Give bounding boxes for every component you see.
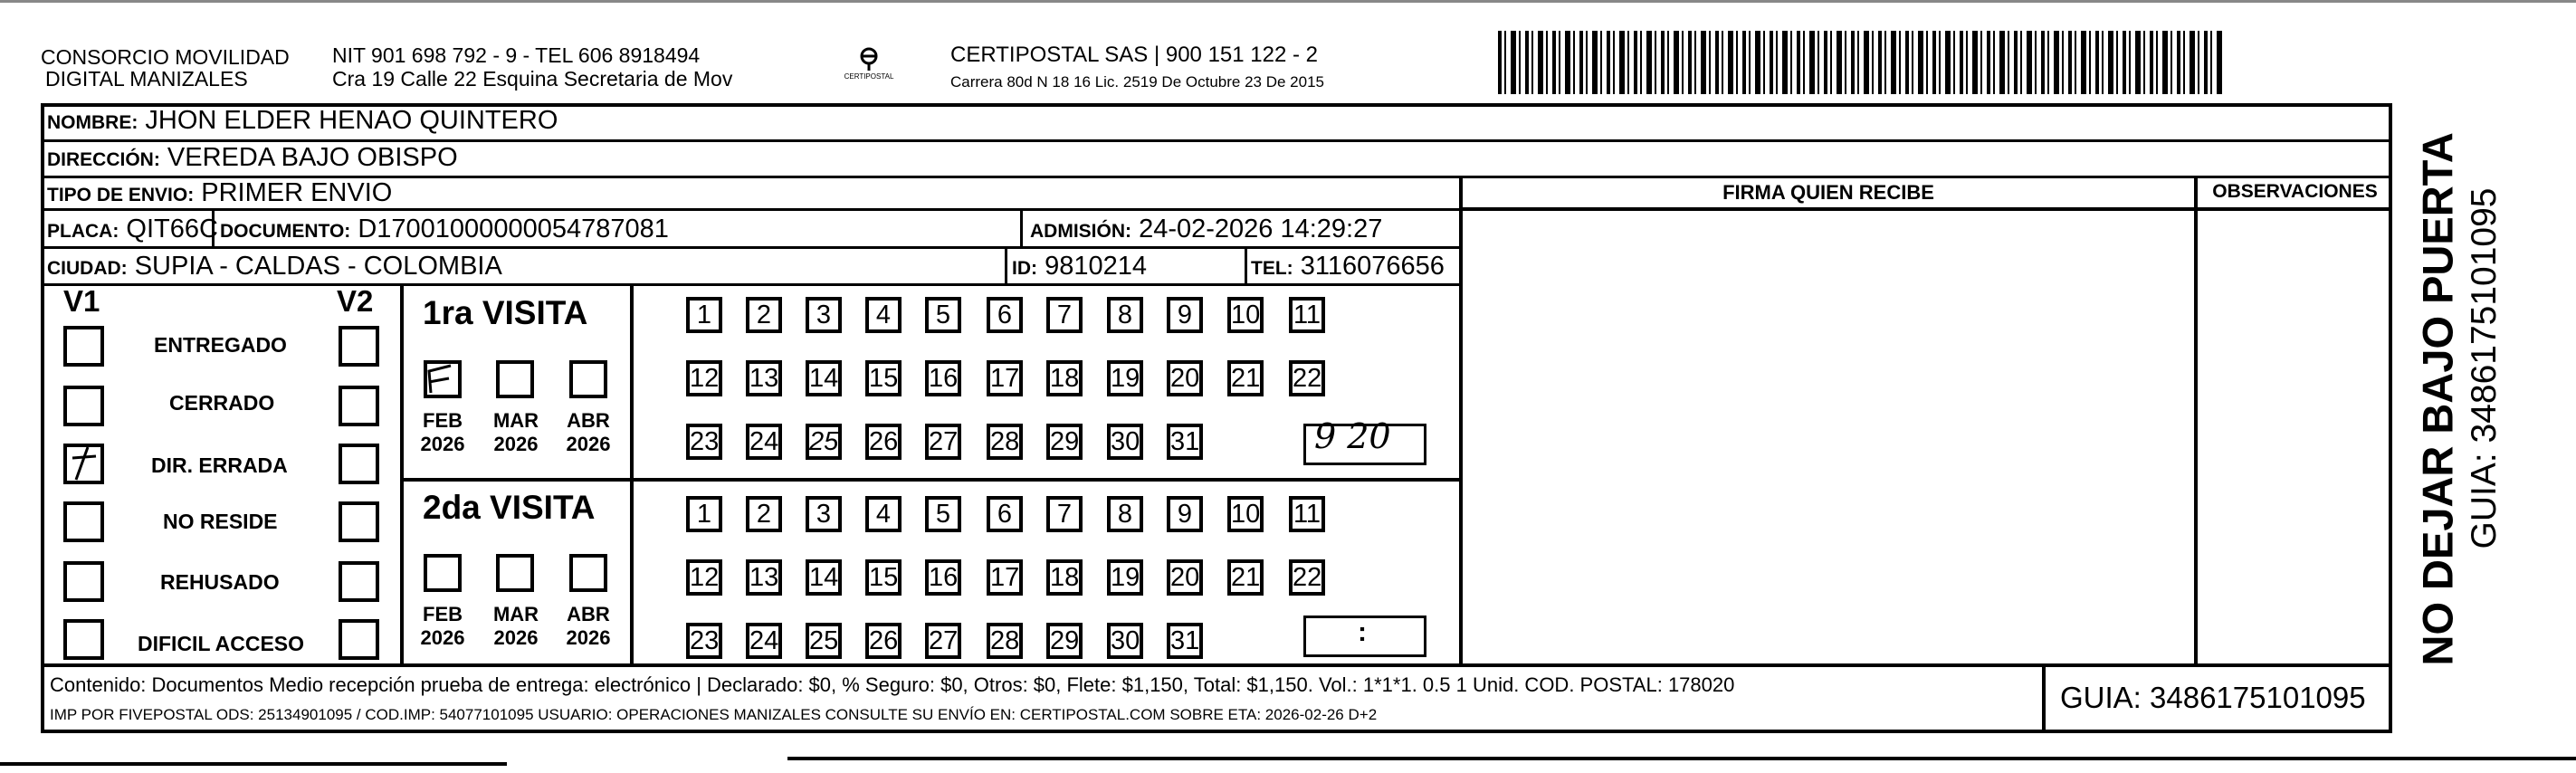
nombre-row <box>47 106 558 136</box>
admision-row <box>1030 215 1382 244</box>
first-visit-month-mar-label: MAR <box>492 409 539 432</box>
first-visit-day-29[interactable]: 29 <box>1046 424 1083 460</box>
status-divider <box>400 283 404 665</box>
visit-title-divider <box>630 283 634 665</box>
first-visit-day-24[interactable]: 24 <box>746 424 782 460</box>
footer-contenido: Contenido: Documentos Medio recepción prueba de entrega: electrónico | Declarado: $0, % Seguro: $0, Otros: $0, Flete: $1,150, Total: $1,150. Vol.: 1*1*1. 0.5 1 Unid. COD. POSTAL: 178020 <box>50 673 1735 696</box>
footer-guia-divider <box>2042 665 2046 733</box>
first-visit-day-30[interactable]: 30 <box>1107 424 1143 460</box>
second-visit-day-5[interactable]: 5 <box>925 496 961 532</box>
second-visit-day-1[interactable]: 1 <box>686 496 722 532</box>
second-visit-day-30[interactable]: 30 <box>1107 623 1143 659</box>
handwritten-check-icon <box>424 360 462 398</box>
second-visit-day-11[interactable]: 11 <box>1289 496 1325 532</box>
first-visit-day-25[interactable]: 25 <box>806 424 842 460</box>
admision-divider <box>1020 211 1023 247</box>
first-visit-month-abr-label: ABR <box>567 409 610 432</box>
row-divider-footer <box>41 663 2392 667</box>
v1-checkbox-entregado[interactable] <box>63 326 104 367</box>
first-visit-day-1[interactable]: 1 <box>686 297 722 333</box>
first-visit-month-feb-label: FEB <box>423 409 463 432</box>
carrier-name: CERTIPOSTAL SAS | 900 151 122 - 2 <box>950 43 1318 67</box>
first-visit-day-5[interactable]: 5 <box>925 297 961 333</box>
second-visit-year-feb: 2026 <box>420 626 465 649</box>
first-visit-year-feb: 2026 <box>420 433 465 455</box>
direccion-label: DIRECCIÓN: <box>47 149 160 170</box>
second-visit-day-17[interactable]: 17 <box>987 559 1023 596</box>
ciudad-row <box>47 252 502 282</box>
first-visit-month-abr-checkbox[interactable] <box>569 360 607 398</box>
first-visit-day-18[interactable]: 18 <box>1046 360 1083 396</box>
v1-checkbox-rehusado[interactable] <box>63 561 104 602</box>
row-divider-4 <box>41 246 1462 249</box>
first-visit-time-handwritten: 9 20 <box>1314 416 1391 456</box>
first-visit-day-8[interactable]: 8 <box>1107 297 1143 333</box>
tel-value: 3116076656 <box>1300 252 1445 281</box>
second-visit-day-12[interactable]: 12 <box>686 559 722 596</box>
second-visit-day-31[interactable]: 31 <box>1167 623 1203 659</box>
placa-row <box>47 215 218 244</box>
first-visit-day-10[interactable]: 10 <box>1227 297 1264 333</box>
row-divider-5 <box>41 283 1462 286</box>
first-visit-year-abr: 2026 <box>566 433 611 455</box>
no-dejar-bajo-puerta-warning: NO DEJAR BAJO PUERTA <box>2413 132 2462 666</box>
second-visit-month-abr-checkbox[interactable] <box>569 554 607 592</box>
first-visit-day-17[interactable]: 17 <box>987 360 1023 396</box>
documento-value: D17001000000054787081 <box>358 215 669 243</box>
row-divider-2 <box>41 176 2392 178</box>
second-visit-day-8[interactable]: 8 <box>1107 496 1143 532</box>
direccion-value: VEREDA BAJO OBISPO <box>167 143 458 172</box>
first-visit-day-7[interactable]: 7 <box>1046 297 1083 333</box>
second-visit-day-18[interactable]: 18 <box>1046 559 1083 596</box>
second-visit-year-mar: 2026 <box>493 626 539 649</box>
status-label-no-reside: NO RESIDE <box>163 510 278 533</box>
nombre-value: JHON ELDER HENAO QUINTERO <box>145 106 558 135</box>
first-visit-day-20[interactable]: 20 <box>1167 360 1203 396</box>
status-label-dificil-acceso: DIFICIL ACCESO <box>138 632 305 655</box>
v1-checkbox-dificil-acceso[interactable] <box>63 619 104 660</box>
first-visit-day-26[interactable]: 26 <box>865 424 902 460</box>
second-visit-day-24[interactable]: 24 <box>746 623 782 659</box>
observaciones-header: OBSERVACIONES <box>2212 181 2378 202</box>
second-visit-month-feb-checkbox[interactable] <box>424 554 462 592</box>
second-visit-day-4[interactable]: 4 <box>865 496 902 532</box>
company-nit: NIT 901 698 792 - 9 - TEL 606 8918494 <box>332 43 701 67</box>
second-visit-month-feb-label: FEB <box>423 603 463 625</box>
first-visit-day-22[interactable]: 22 <box>1289 360 1325 396</box>
firma-left-border <box>1459 176 1463 665</box>
second-visit-day-29[interactable]: 29 <box>1046 623 1083 659</box>
first-visit-month-feb <box>411 409 474 456</box>
second-visit-day-19[interactable]: 19 <box>1107 559 1143 596</box>
certipostal-logo-icon <box>837 43 901 89</box>
v2-checkbox-cerrado[interactable] <box>339 386 379 426</box>
second-visit-day-7[interactable]: 7 <box>1046 496 1083 532</box>
company-name-line2: DIGITAL MANIZALES <box>45 67 248 91</box>
documento-row <box>220 215 669 244</box>
first-visit-month-feb-checkbox[interactable] <box>424 360 462 398</box>
first-visit-day-3[interactable]: 3 <box>806 297 842 333</box>
second-visit-day-27[interactable]: 27 <box>925 623 961 659</box>
placa-value: QIT66C <box>126 215 218 243</box>
tipo-envio-label: TIPO DE ENVIO: <box>47 185 195 205</box>
v1-checkbox-dir-errada[interactable] <box>63 444 104 484</box>
second-visit-day-21[interactable]: 21 <box>1227 559 1264 596</box>
second-visit-day-25[interactable]: 25 <box>806 623 842 659</box>
company-name-line1: CONSORCIO MOVILIDAD <box>41 45 290 69</box>
documento-label: DOCUMENTO: <box>220 221 351 242</box>
tel-divider <box>1245 246 1247 285</box>
row-divider-1 <box>41 139 2392 142</box>
second-visit-day-10[interactable]: 10 <box>1227 496 1264 532</box>
second-visit-day-23[interactable]: 23 <box>686 623 722 659</box>
footer-guia: GUIA: 3486175101095 <box>2060 681 2366 714</box>
scan-edge-top <box>0 0 2576 3</box>
side-guia: GUIA: 3486175101095 <box>2465 187 2504 549</box>
second-visit-year-abr: 2026 <box>566 626 611 649</box>
second-visit-day-3[interactable]: 3 <box>806 496 842 532</box>
ciudad-label: CIUDAD: <box>47 258 128 279</box>
barcode <box>1498 31 2222 94</box>
second-visit-month-abr-label: ABR <box>567 603 610 625</box>
direccion-row <box>47 143 458 173</box>
second-visit-day-20[interactable]: 20 <box>1167 559 1203 596</box>
v1-header: V1 <box>63 284 100 318</box>
first-visit-day-4[interactable]: 4 <box>865 297 902 333</box>
scan-edge-bottom-left <box>0 762 507 766</box>
second-visit-day-2[interactable]: 2 <box>746 496 782 532</box>
tipo-envio-value: PRIMER ENVIO <box>201 178 393 207</box>
first-visit-day-15[interactable]: 15 <box>865 360 902 396</box>
scan-edge-bottom-right <box>787 757 2576 760</box>
first-visit-day-2[interactable]: 2 <box>746 297 782 333</box>
v1-checkbox-no-reside[interactable] <box>63 501 104 542</box>
second-visit-day-16[interactable]: 16 <box>925 559 961 596</box>
v2-checkbox-dificil-acceso[interactable] <box>339 619 379 660</box>
company-address: Cra 19 Calle 22 Esquina Secretaria de Mov <box>332 67 733 91</box>
handwritten-check-icon <box>63 444 104 484</box>
second-visit-day-28[interactable]: 28 <box>987 623 1023 659</box>
v2-checkbox-dir-errada[interactable] <box>339 444 379 484</box>
firma-header: FIRMA QUIEN RECIBE <box>1722 181 1934 204</box>
carrier-address: Carrera 80d N 18 16 Lic. 2519 De Octubre 23 De 2015 <box>950 73 1324 91</box>
first-visit-month-abr <box>557 409 620 456</box>
v1-checkbox-cerrado[interactable] <box>63 386 104 426</box>
certipostal-logo <box>837 43 901 89</box>
tel-row <box>1251 252 1445 282</box>
first-visit-day-19[interactable]: 19 <box>1107 360 1143 396</box>
second-visit-day-14[interactable]: 14 <box>806 559 842 596</box>
first-visit-month-mar <box>484 409 548 456</box>
second-visit-day-9[interactable]: 9 <box>1167 496 1203 532</box>
tipo-envio-row <box>47 178 392 208</box>
first-visit-day-27[interactable]: 27 <box>925 424 961 460</box>
second-visit-month-feb <box>411 603 474 650</box>
second-visit-day-15[interactable]: 15 <box>865 559 902 596</box>
first-visit-day-9[interactable]: 9 <box>1167 297 1203 333</box>
status-label-entregado: ENTREGADO <box>154 333 287 357</box>
status-label-cerrado: CERRADO <box>169 391 275 415</box>
visit-divider <box>400 478 1461 482</box>
status-label-dir-errada: DIR. ERRADA <box>151 453 288 477</box>
obs-left-border <box>2194 176 2198 665</box>
id-row <box>1012 252 1147 282</box>
first-visit-day-23[interactable]: 23 <box>686 424 722 460</box>
v2-checkbox-rehusado[interactable] <box>339 561 379 602</box>
first-visit-day-28[interactable]: 28 <box>987 424 1023 460</box>
placa-label: PLACA: <box>47 221 119 242</box>
id-divider <box>1005 246 1007 285</box>
first-visit-month-mar-checkbox[interactable] <box>496 360 534 398</box>
second-visit-day-22[interactable]: 22 <box>1289 559 1325 596</box>
certipostal-logo-text: CERTIPOSTAL <box>844 72 894 81</box>
admision-label: ADMISIÓN: <box>1030 221 1131 242</box>
first-visit-day-11[interactable]: 11 <box>1289 297 1325 333</box>
second-visit-day-26[interactable]: 26 <box>865 623 902 659</box>
first-visit-day-6[interactable]: 6 <box>987 297 1023 333</box>
v2-checkbox-no-reside[interactable] <box>339 501 379 542</box>
first-visit-day-13[interactable]: 13 <box>746 360 782 396</box>
second-visit-day-6[interactable]: 6 <box>987 496 1023 532</box>
second-visit-title: 2da VISITA <box>423 489 596 526</box>
second-visit-time-placeholder: : <box>1358 617 1367 647</box>
first-visit-day-21[interactable]: 21 <box>1227 360 1264 396</box>
ciudad-value: SUPIA - CALDAS - COLOMBIA <box>134 252 502 281</box>
second-visit-month-mar-checkbox[interactable] <box>496 554 534 592</box>
first-visit-day-12[interactable]: 12 <box>686 360 722 396</box>
first-visit-day-16[interactable]: 16 <box>925 360 961 396</box>
nombre-label: NOMBRE: <box>47 112 138 133</box>
footer-imp-line: IMP POR FIVEPOSTAL ODS: 25134901095 / COD.IMP: 54077101095 USUARIO: OPERACIONES MANIZALES CONSULTE SU ENVÍO EN: CERTIPOSTAL.COM SOBRE ETA: 2026-02-26 D+2 <box>50 706 1378 723</box>
header-underline-right <box>1459 207 2392 210</box>
first-visit-title: 1ra VISITA <box>423 294 588 331</box>
second-visit-month-mar-label: MAR <box>492 603 539 625</box>
second-visit-month-mar <box>484 603 548 650</box>
v2-header: V2 <box>337 284 374 318</box>
second-visit-month-abr <box>557 603 620 650</box>
id-value: 9810214 <box>1045 252 1147 281</box>
id-label: ID: <box>1012 258 1037 279</box>
first-visit-day-31[interactable]: 31 <box>1167 424 1203 460</box>
second-visit-day-13[interactable]: 13 <box>746 559 782 596</box>
first-visit-day-14[interactable]: 14 <box>806 360 842 396</box>
admision-value: 24-02-2026 14:29:27 <box>1139 215 1383 243</box>
first-visit-year-mar: 2026 <box>493 433 539 455</box>
tel-label: TEL: <box>1251 258 1293 279</box>
v2-checkbox-entregado[interactable] <box>339 326 379 367</box>
status-label-rehusado: REHUSADO <box>160 570 280 594</box>
